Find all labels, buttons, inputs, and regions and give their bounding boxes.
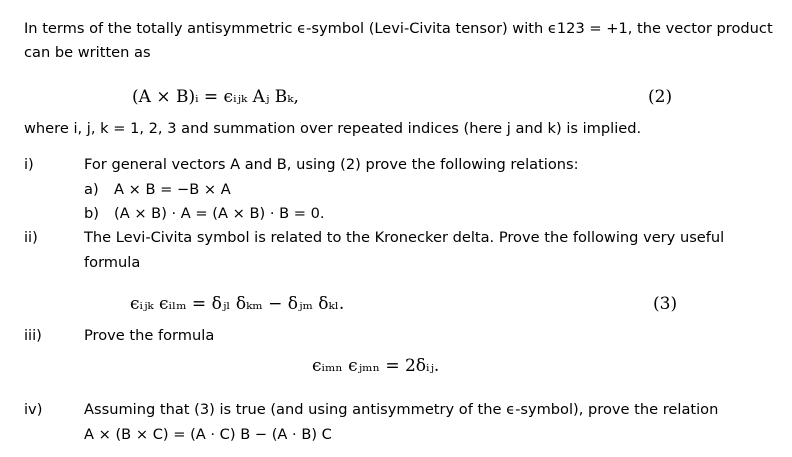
intro-line-1: In terms of the totally antisymmetric ϵ-symbol (Levi-Civita tensor) with ϵ123 = +1, the vector product xyxy=(24,20,773,37)
equation-2: (A × B)ᵢ = ϵᵢⱼₖ Aⱼ Bₖ, xyxy=(132,87,299,107)
item-iv-text-line-1: Assuming that (3) is true (and using antisymmetry of the ϵ-symbol), prove the relation xyxy=(84,401,719,418)
item-iii-text: Prove the formula xyxy=(84,327,215,344)
item-ii-text-line-1: The Levi-Civita symbol is related to the Kronecker delta. Prove the following very useful xyxy=(84,229,725,246)
equation-3-number: (3) xyxy=(653,294,678,314)
item-ii-text-line-2: formula xyxy=(84,254,141,271)
item-iv-marker: iv) xyxy=(24,401,43,418)
equation-2-number: (2) xyxy=(648,87,673,107)
intro-line-2: can be written as xyxy=(24,44,151,61)
item-i-sub-b-marker: b) xyxy=(84,205,99,222)
item-ii-marker: ii) xyxy=(24,229,38,246)
equation-3: ϵᵢⱼₖ ϵᵢₗₘ = δⱼₗ δₖₘ − δⱼₘ δₖₗ. xyxy=(130,294,345,314)
item-i-sub-a-text: A × B = −B × A xyxy=(114,181,231,198)
where-line: where i, j, k = 1, 2, 3 and summation over repeated indices (here j and k) is implied. xyxy=(24,120,642,137)
item-i-sub-a-marker: a) xyxy=(84,181,99,198)
item-i-sub-b-text: (A × B) · A = (A × B) · B = 0. xyxy=(114,205,325,222)
item-i-text: For general vectors A and B, using (2) prove the following relations: xyxy=(84,156,579,173)
equation-4: ϵᵢₘₙ ϵⱼₘₙ = 2δᵢⱼ. xyxy=(312,356,440,376)
item-i-marker: i) xyxy=(24,156,34,173)
item-iii-marker: iii) xyxy=(24,327,42,344)
item-iv-text-line-2: A × (B × C) = (A · C) B − (A · B) C xyxy=(84,426,332,443)
